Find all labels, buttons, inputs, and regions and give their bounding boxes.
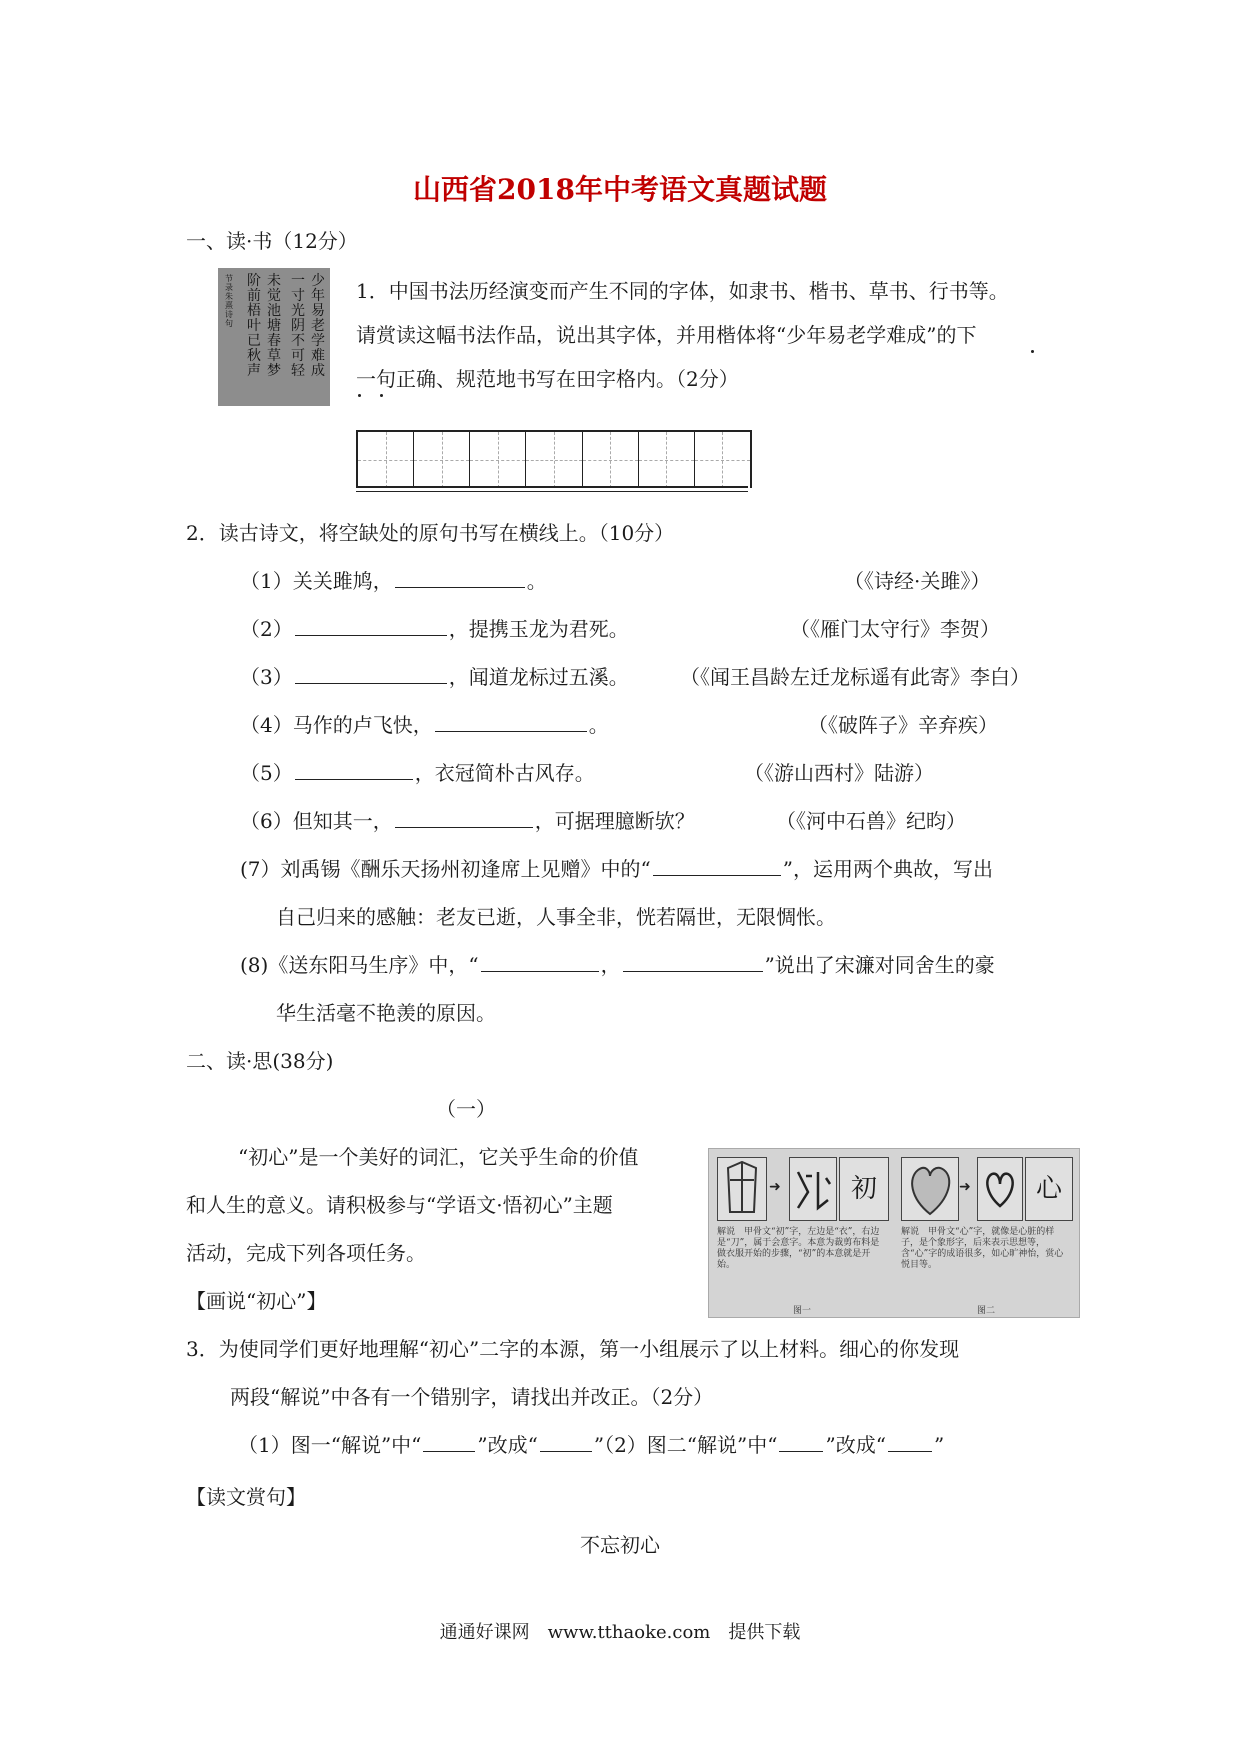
arrow-right-icon: ➜ <box>769 1179 781 1195</box>
oracle-chu-glyph <box>789 1157 837 1221</box>
answer-blank[interactable] <box>395 569 525 588</box>
emphasis-dot <box>380 394 383 397</box>
answer-blank[interactable] <box>779 1433 823 1452</box>
answer-blank[interactable] <box>653 857 781 876</box>
q3-answer-line: （1）图一“解说”中“ ”改成“ ”（2）图二“解说”中“ ”改成“ ” <box>238 1433 945 1457</box>
figure-2-note: 解说 甲骨文“心”字，就像是心脏的样子，是个象形字，后来表示思想等，含“心”字的成语很多，如心旷神怡，赏心悦目等。 <box>901 1227 1064 1270</box>
grid-baseline <box>356 491 748 492</box>
section2-intro-line1: “初心”是一个美好的词汇，它关乎生命的价值 <box>238 1145 639 1169</box>
section2-intro-line3: 活动，完成下列各项任务。 <box>186 1241 426 1265</box>
section2-intro-line2: 和人生的意义。请积极参与“学语文·悟初心”主题 <box>186 1193 613 1217</box>
q3-line1: 3．为使同学们更好地理解“初心”二字的本源，第一小组展示了以上材料。细心的你发现 <box>186 1337 960 1361</box>
q2-item-5-source: （《游山西村》陆游） <box>744 761 934 785</box>
answer-blank[interactable] <box>623 953 763 972</box>
figure-1-note: 解说 甲骨文“初”字，左边是“衣”，右边是“刀”，属于会意字。本意为裁剪布料是做衣服开始的步骤，“初”的本意就是开始。 <box>717 1227 880 1270</box>
calligraphy-col-1: 少年易老学难成 <box>311 273 325 379</box>
grid-cell[interactable] <box>526 432 582 488</box>
section2-part-label: （一） <box>436 1097 496 1121</box>
emphasis-dot <box>1031 350 1034 353</box>
figure-2 <box>897 1153 1075 1316</box>
q2-item-3: （3） ，闻道龙标过五溪。 <box>240 665 629 689</box>
heart-organ-image <box>901 1157 959 1221</box>
q3-line2: 两段“解说”中各有一个错别字，请找出并改正。（2分） <box>230 1385 714 1409</box>
answer-blank[interactable] <box>540 1433 592 1452</box>
tianzige-grid[interactable] <box>356 430 752 488</box>
grid-cell[interactable] <box>639 432 695 488</box>
answer-blank[interactable] <box>888 1433 932 1452</box>
answer-blank[interactable] <box>295 761 413 780</box>
figure-2-label: 图二 <box>977 1306 996 1316</box>
essay-title: 不忘初心 <box>580 1533 660 1557</box>
grid-cell[interactable] <box>358 432 414 488</box>
subsection-huashuo: 【画说“初心”】 <box>186 1289 327 1313</box>
q1-line1: 1．中国书法历经演变而产生不同的字体，如隶书、楷书、草书、行书等。 <box>356 279 1009 303</box>
section2-heading: 二、读·思(38分) <box>186 1049 334 1073</box>
q2-item-8-line2: 华生活毫不艳羡的原因。 <box>276 1001 496 1025</box>
calligraphy-col-2: 一寸光阴不可轻 <box>291 273 305 379</box>
char-xin: 心 <box>1025 1157 1073 1221</box>
page-footer: 通通好课网 www.tthaoke.com 提供下载 <box>439 1622 801 1643</box>
q2-item-7-line2: 自己归来的感触：老友已逝，人事全非，恍若隔世，无限惆怅。 <box>276 905 836 929</box>
q2-item-4-source: （《破阵子》辛弃疾） <box>808 713 998 737</box>
q2-item-3-source: （《闻王昌龄左迁龙标遥有此寄》李白） <box>680 665 1030 689</box>
q1-line2: 请赏读这幅书法作品，说出其字体，并用楷体将“少年易老学难成”的下 <box>356 323 977 347</box>
q2-item-8: (8)《送东阳马生序》中，“ ， ”说出了宋濂对同舍生的豪 <box>240 953 995 977</box>
emphasis-dot <box>358 394 361 397</box>
subsection-duwen: 【读文赏句】 <box>186 1485 306 1509</box>
grid-cell[interactable] <box>695 432 750 488</box>
figure-1-label: 图一 <box>793 1306 812 1316</box>
oracle-xin-glyph <box>977 1157 1023 1221</box>
q2-intro: 2．读古诗文，将空缺处的原句书写在横线上。（10分） <box>186 521 675 545</box>
char-chu: 初 <box>839 1157 889 1221</box>
calligraphy-image <box>218 268 330 406</box>
figure-1 <box>713 1153 891 1316</box>
answer-blank[interactable] <box>435 713 587 732</box>
q2-item-1: （1）关关雎鸠， 。 <box>240 569 547 593</box>
q2-item-6-source: （《河中石兽》纪昀） <box>776 809 966 833</box>
q2-item-1-source: （《诗经·关雎》） <box>844 569 991 593</box>
chuxin-figure <box>708 1148 1080 1318</box>
calligraphy-col-4: 阶前梧叶已秋声 <box>247 273 261 379</box>
q2-item-6: （6）但知其一， ，可据理臆断欤？ <box>240 809 695 833</box>
q2-item-5: （5） ，衣冠简朴古风存。 <box>240 761 595 785</box>
page-title: 山西省2018年中考语文真题试题 <box>413 173 827 206</box>
q2-item-2: （2） ，提携玉龙为君死。 <box>240 617 629 641</box>
answer-blank[interactable] <box>295 665 447 684</box>
grid-cell[interactable] <box>470 432 526 488</box>
calligraphy-col-3: 未觉池塘春草梦 <box>267 273 281 379</box>
arrow-right-icon: ➜ <box>959 1179 971 1195</box>
oracle-clothing-image <box>717 1157 767 1221</box>
section1-heading: 一、读·书（12分） <box>186 229 358 253</box>
answer-blank[interactable] <box>395 809 533 828</box>
answer-blank[interactable] <box>481 953 599 972</box>
grid-cell[interactable] <box>414 432 470 488</box>
calligraphy-inscription: 节录朱熹诗句 <box>225 274 233 328</box>
grid-baseline <box>356 486 748 488</box>
answer-blank[interactable] <box>295 617 447 636</box>
q2-item-7: (7）刘禹锡《酬乐天扬州初逢席上见赠》中的“ ”，运用两个典故，写出 <box>240 857 993 881</box>
answer-blank[interactable] <box>423 1433 475 1452</box>
grid-cell[interactable] <box>583 432 639 488</box>
q2-item-4: （4）马作的卢飞快， 。 <box>240 713 609 737</box>
q1-line3: 一句正确、规范地书写在田字格内。（2分） <box>356 367 739 391</box>
q2-item-2-source: （《雁门太守行》李贺） <box>790 617 1000 641</box>
